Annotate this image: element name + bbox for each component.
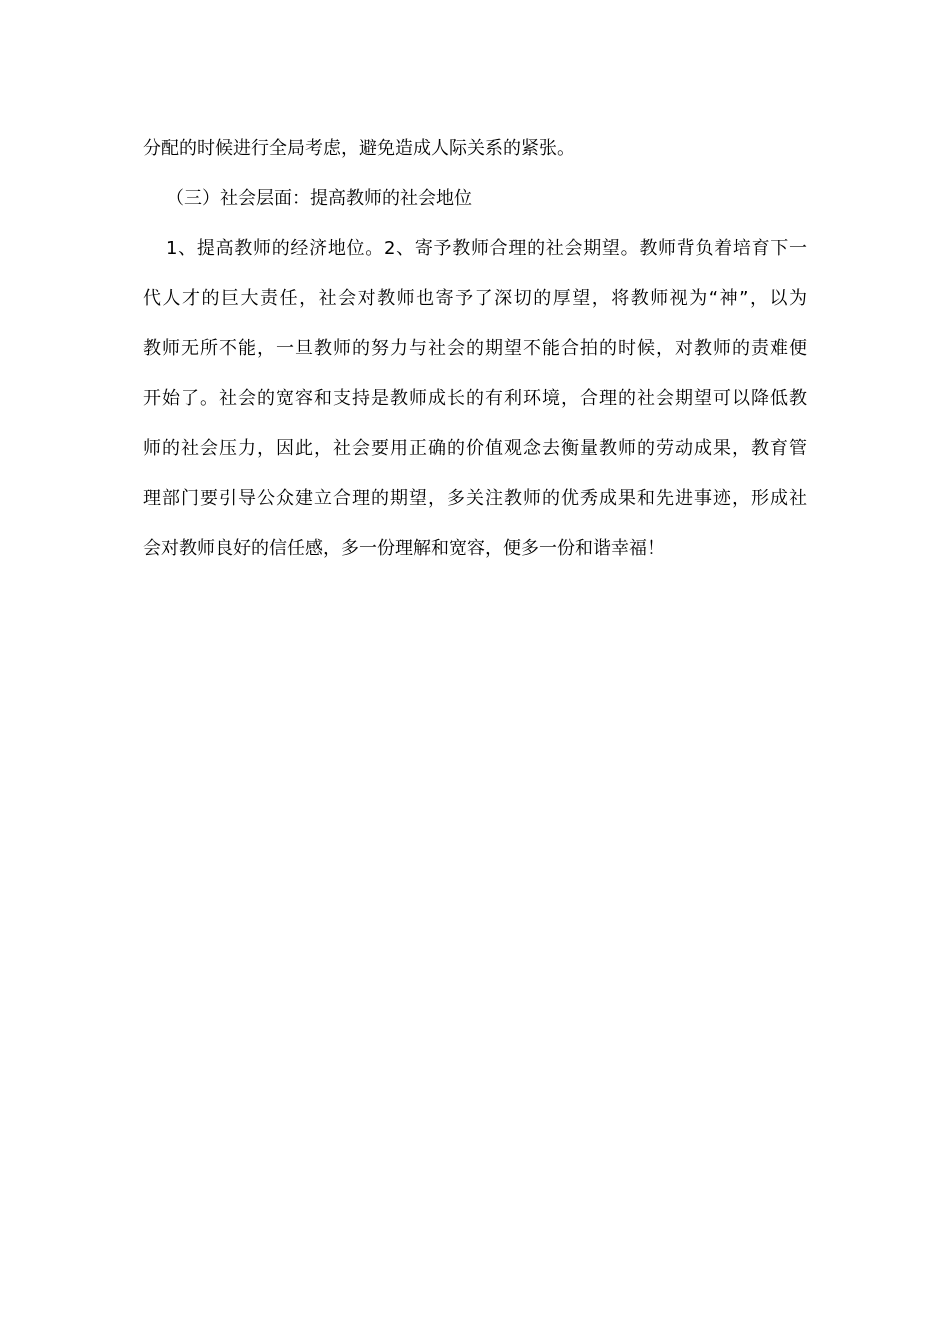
paragraph-line: 理部门要引导公众建立合理的期望，多关注教师的优秀成果和先进事迹，形成社 [143,488,807,509]
paragraph-line: 代人才的巨大责任，社会对教师也寄予了深切的厚望，将教师视为“神”，以为 [143,288,807,309]
paragraph-line: 1、提高教师的经济地位。2、寄予教师合理的社会期望。教师背负着培育下一 [166,238,807,259]
continuation-line: 分配的时候进行全局考虑，避免造成人际关系的紧张。 [143,138,575,159]
paragraph-line: 开始了。社会的宽容和支持是教师成长的有利环境，合理的社会期望可以降低教 [143,388,807,409]
section-heading: （三）社会层面：提高教师的社会地位 [166,188,472,209]
paragraph-line: 师的社会压力，因此，社会要用正确的价值观念去衡量教师的劳动成果，教育管 [143,438,807,459]
paragraph-line: 会对教师良好的信任感，多一份理解和宽容，便多一份和谐幸福！ [143,538,665,559]
paragraph-line: 教师无所不能，一旦教师的努力与社会的期望不能合拍的时候，对教师的责难便 [143,338,807,359]
